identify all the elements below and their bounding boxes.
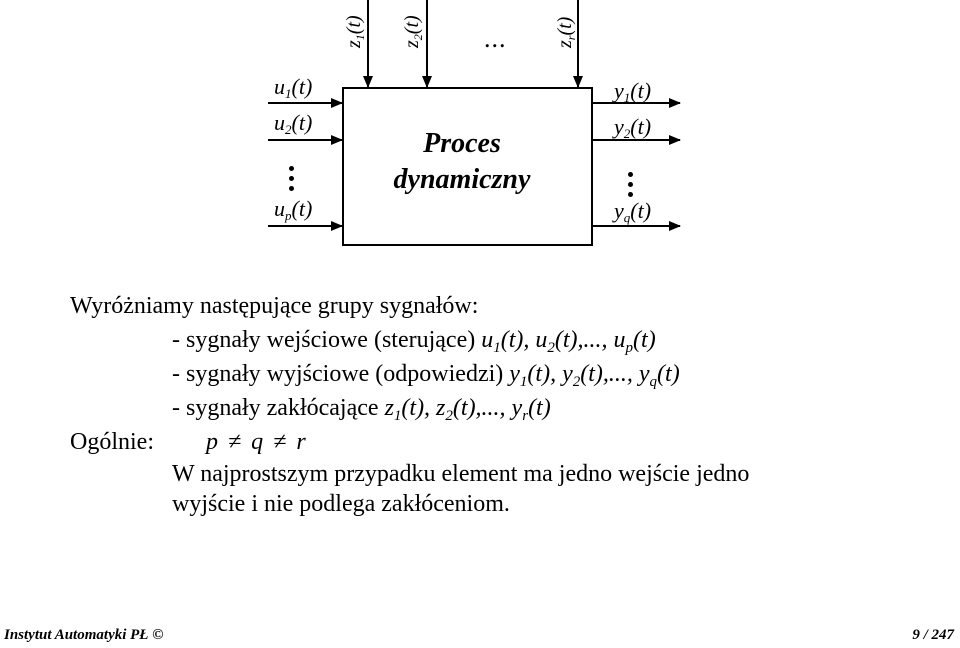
- disturbance-ellipsis: ...: [484, 24, 507, 53]
- input-label-1: $u_1(t)$: [274, 74, 313, 101]
- disturbance-label-r: $z_r(t)$: [554, 16, 578, 48]
- input-vertical-ellipsis: [289, 166, 295, 196]
- output-label-1: $y_1(t)$: [614, 78, 652, 105]
- intro-text: Wyróżniamy następujące grupy sygnałów:: [70, 293, 479, 319]
- outputs-line: - sygnały wyjściowe (odpowiedzi) $y_1(t)$, $y_2(t)$,..., $y_q(t)$: [172, 361, 680, 390]
- general-formula: p ≠ q ≠ r: [206, 429, 306, 455]
- footer-page-number: 9 / 247: [912, 627, 954, 643]
- simple-case-line-1: W najprostszym przypadku element ma jedno wejście jedno: [172, 461, 750, 487]
- output-label-2: $y_2(t)$: [614, 114, 652, 141]
- footer-institute: Instytut Automatyki PŁ ©: [4, 627, 164, 643]
- input-label-2: $u_2(t)$: [274, 110, 313, 137]
- disturbance-label-1: $z_1(t)$: [343, 15, 367, 48]
- general-label: Ogólnie:: [70, 429, 154, 455]
- disturbance-label-2: $z_2(t)$: [401, 15, 425, 48]
- process-block-title: Proces dynamiczny: [393, 128, 531, 195]
- inputs-line: - sygnały wejściowe (sterujące) $u_1(t)$, $u_2(t)$,..., $u_p(t)$: [172, 327, 656, 356]
- simple-case-line-2: wyjście i nie podlega zakłóceniom.: [172, 491, 510, 517]
- disturbances-line: - sygnały zakłócające $z_1(t)$, $z_2(t)$,..., $y_r(t)$: [172, 395, 551, 424]
- input-label-p: $u_p(t)$: [274, 196, 313, 223]
- output-label-q: $y_q(t)$: [614, 198, 652, 225]
